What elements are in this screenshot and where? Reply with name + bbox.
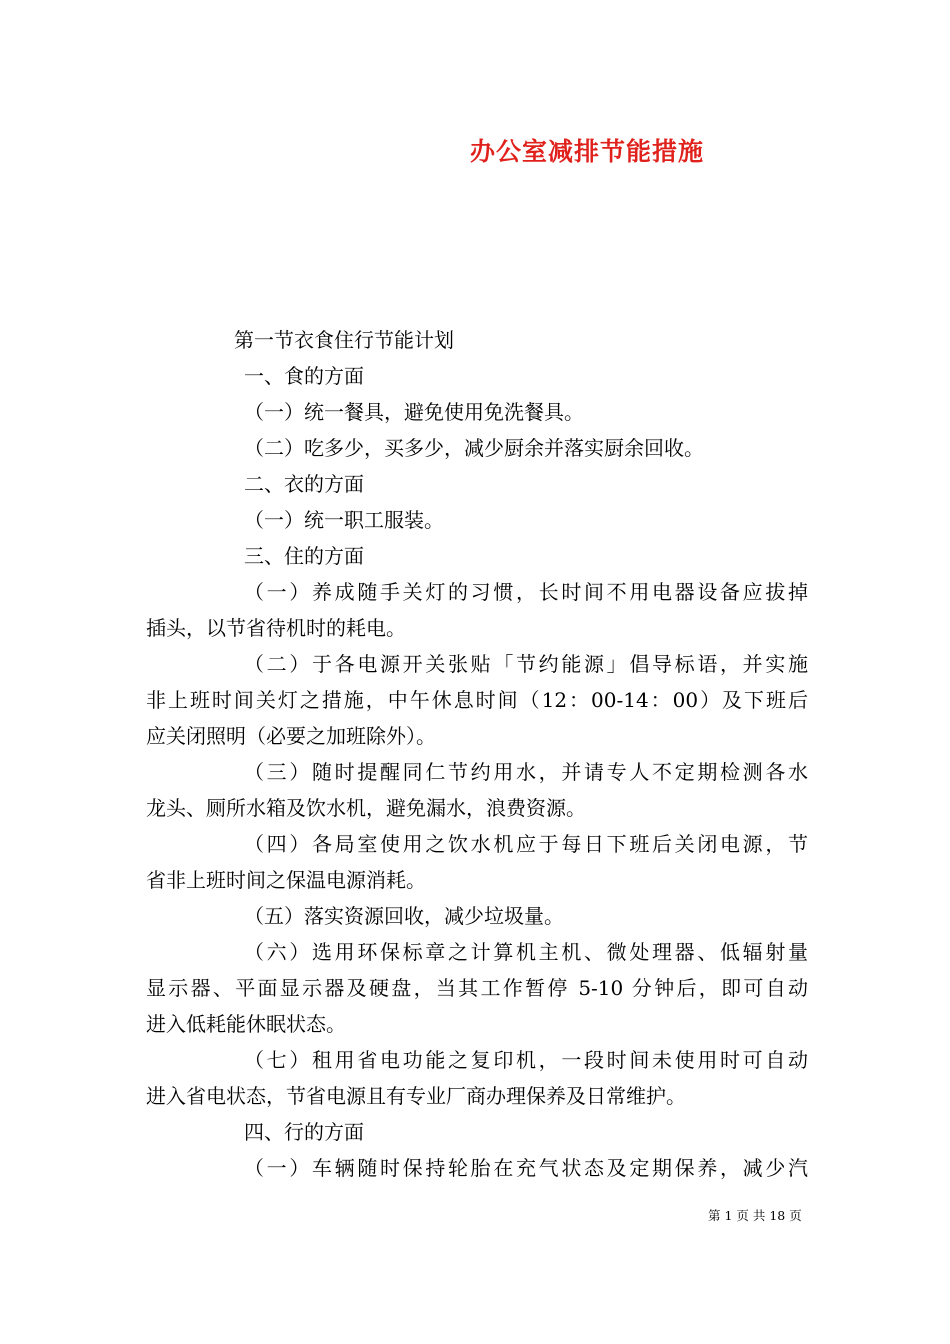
text-line: 龙头、厕所水箱及饮水机，避免漏水，浪费资源。 [146,796,586,820]
page-number-footer: 第 1 页 共 18 页 [708,1208,802,1223]
text-line: 四、行的方面 [244,1120,364,1144]
text-line: 一、食的方面 [244,364,364,388]
text-line: 进入省电状态，节省电源且有专业厂商办理保养及日常维护。 [146,1084,686,1108]
text-line: 三、住的方面 [244,544,364,568]
text-line: 二、衣的方面 [244,472,364,496]
text-line: （二）于各电源开关张贴「节约能源」倡导标语，并实施 [244,652,808,676]
text-line: 显示器、平面显示器及硬盘，当其工作暂停 5-10 分钟后，即可自动 [146,976,808,1000]
text-line: （六）选用环保标章之计算机主机、微处理器、低辐射量 [244,940,808,964]
text-line: （五）落实资源回收，减少垃圾量。 [244,904,564,928]
text-line: 插头，以节省待机时的耗电。 [146,616,406,640]
text-line: 省非上班时间之保温电源消耗。 [146,868,426,892]
text-line: 应关闭照明（必要之加班除外）。 [146,724,436,748]
text-line: 进入低耗能休眠状态。 [146,1012,346,1036]
document-body [146,322,808,1186]
document-title: 办公室减排节能措施 [470,137,705,166]
text-line: （一）统一餐具，避免使用免洗餐具。 [244,400,584,424]
text-line: （一）养成随手关灯的习惯，长时间不用电器设备应拔掉 [244,580,808,604]
text-line: 非上班时间关灯之措施，中午休息时间（12：00-14：00）及下班后 [146,688,808,712]
text-line: （三）随时提醒同仁节约用水，并请专人不定期检测各水 [244,760,808,784]
text-line: （一）统一职工服装。 [244,508,444,532]
text-line: （七）租用省电功能之复印机，一段时间未使用时可自动 [244,1048,808,1072]
text-line: （四）各局室使用之饮水机应于每日下班后关闭电源，节 [244,832,808,856]
text-line: （一）车辆随时保持轮胎在充气状态及定期保养，减少汽 [244,1156,808,1180]
text-line: （二）吃多少，买多少，减少厨余并落实厨余回收。 [244,436,704,460]
text-line: 第一节衣食住行节能计划 [234,328,454,352]
